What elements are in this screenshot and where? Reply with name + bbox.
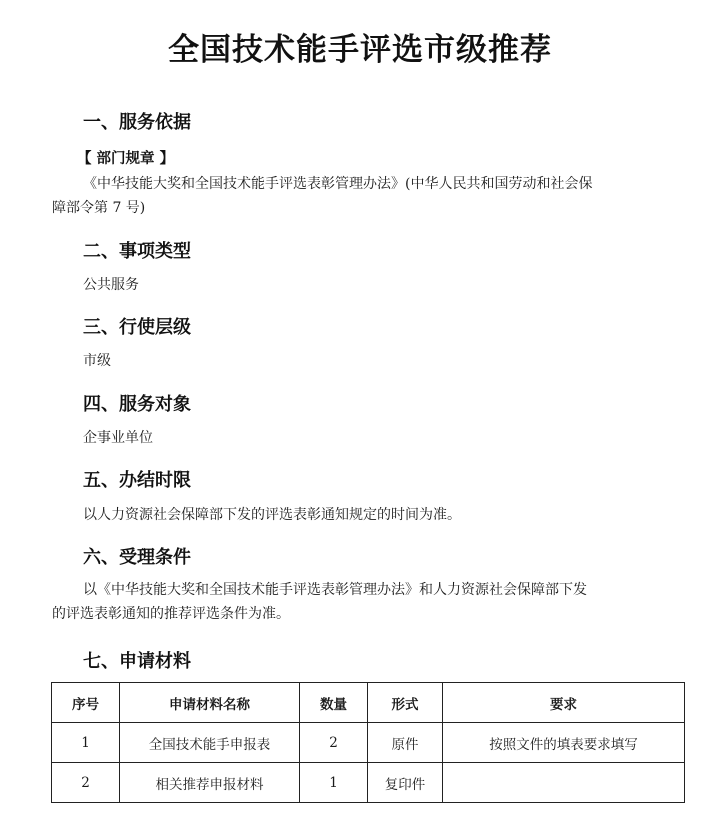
conditions-text: [52, 578, 688, 626]
type-value: 公共服务: [83, 277, 139, 293]
target-value: 企事业单位: [83, 430, 153, 446]
section-heading-materials: 七、申请材料: [83, 651, 191, 672]
level-value: 市级: [83, 353, 111, 369]
section-heading-type: 二、事项类型: [83, 241, 191, 262]
column-header-requirement: 要求: [443, 683, 685, 723]
cell-form: 复印件: [368, 763, 443, 803]
column-header-quantity: 数量: [300, 683, 368, 723]
cell-index: 1: [52, 723, 120, 763]
cell-name: 全国技术能手申报表: [120, 723, 300, 763]
table-row: [52, 723, 685, 763]
cell-form: 原件: [368, 723, 443, 763]
cell-quantity: 1: [300, 763, 368, 803]
column-header-name: 申请材料名称: [120, 683, 300, 723]
basis-text: [52, 172, 688, 220]
basis-line-1: 《中华技能大奖和全国技术能手评选表彰管理办法》(中华人民共和国劳动和社会保: [83, 176, 593, 192]
table-row: [52, 763, 685, 803]
cell-requirement: [443, 763, 685, 803]
section-heading-level: 三、行使层级: [83, 317, 191, 338]
page-title: 全国技术能手评选市级推荐: [168, 32, 552, 68]
materials-table: [51, 682, 685, 803]
conditions-line-1: 以《中华技能大奖和全国技术能手评选表彰管理办法》和人力资源社会保障部下发: [83, 582, 587, 598]
basis-line-2: 障部令第 7 号): [52, 200, 146, 216]
cell-quantity: 2: [300, 723, 368, 763]
cell-index: 2: [52, 763, 120, 803]
section-heading-basis: 一、服务依据: [83, 112, 191, 133]
table-header-row: [52, 683, 685, 723]
section-heading-target: 四、服务对象: [83, 394, 191, 415]
section-heading-time-limit: 五、办结时限: [83, 470, 191, 491]
cell-requirement: 按照文件的填表要求填写: [443, 723, 685, 763]
column-header-form: 形式: [368, 683, 443, 723]
column-header-index: 序号: [52, 683, 120, 723]
time-limit-value: 以人力资源社会保障部下发的评选表彰通知规定的时间为准。: [83, 507, 461, 523]
conditions-line-2: 的评选表彰通知的推荐评选条件为准。: [52, 606, 290, 622]
sub-label-regulation: 【 部门规章 】: [77, 151, 175, 167]
cell-name: 相关推荐申报材料: [120, 763, 300, 803]
section-heading-conditions: 六、受理条件: [83, 547, 191, 568]
